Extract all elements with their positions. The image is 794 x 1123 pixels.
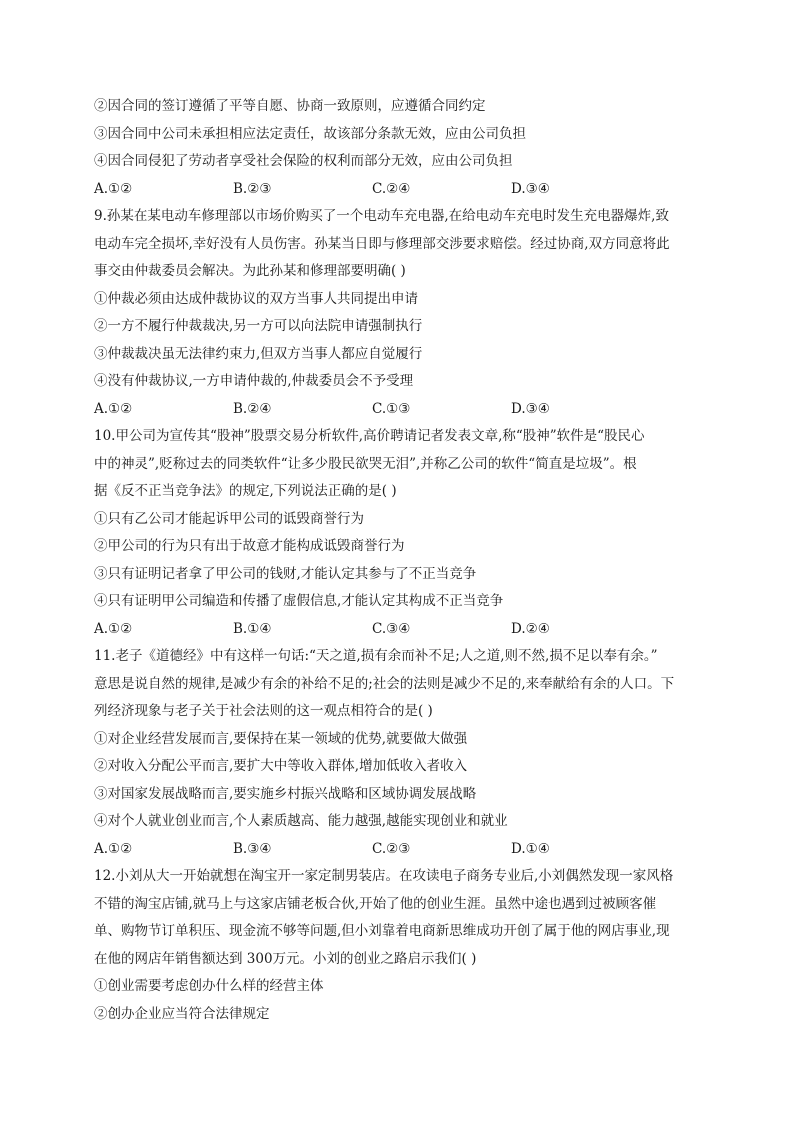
question-stem: 中的神灵”,贬称过去的同类软件“让多少股民欲哭无泪”,并称乙公司的软件“简直是垃圾”。根 bbox=[94, 455, 637, 472]
question-stem: 不错的淘宝店铺,就马上与这家店铺老板合伙,开始了他的创业生涯。虽然中途也遇到过被顾客催 bbox=[94, 895, 657, 912]
option: ③对国家发展战略而言,要实施乡村振兴战略和区域协调发展战略 bbox=[94, 785, 477, 802]
question-stem: 在他的网店年销售额达到 300万元。小刘的创业之路启示我们( ) bbox=[94, 950, 477, 967]
question-stem: 9.孙某在某电动车修理部以市场价购买了一个电动车充电器,在给电动车充电时发生充电器爆炸,致 bbox=[94, 208, 669, 224]
question-stem: 据《反不正当竞争法》的规定,下列说法正确的是( ) bbox=[94, 483, 397, 499]
question-stem: 10.甲公司为宣传其“股神”股票交易分析软件,高价聘请记者发表文章,称“股神”软件是“股民心 bbox=[94, 428, 645, 444]
option: ③因合同中公司未承担相应法定责任，故该部分条款无效，应由公司负担 bbox=[94, 125, 526, 142]
option: ②创办企业应当符合法律规定 bbox=[94, 1005, 270, 1022]
question-10 bbox=[94, 423, 702, 643]
option: ②一方不履行仲裁裁决,另一方可以向法院申请强制执行 bbox=[94, 318, 423, 334]
choice-c: C.①③ bbox=[372, 400, 411, 417]
question-11 bbox=[94, 643, 702, 863]
question-stem: 11.老子《道德经》中有这样一句话:“天之道,损有余而补不足;人之道,则不然,损不足以奉有余。” bbox=[94, 648, 658, 664]
option: ④没有仲裁协议,一方申请仲裁的,仲裁委员会不予受理 bbox=[94, 373, 414, 389]
question-stem: 列经济现象与老子关于社会法则的这一观点相符合的是( ) bbox=[94, 703, 433, 719]
option: ④对个人就业创业而言,个人素质越高、能力越强,越能实现创业和就业 bbox=[94, 813, 508, 829]
question-stem: 电动车完全损坏,幸好没有人员伤害。孙某当日即与修理部交涉要求赔偿。经过协商,双方同意将此 bbox=[94, 235, 670, 252]
answer-choices bbox=[94, 616, 702, 644]
choice-a: A.①② bbox=[94, 620, 133, 637]
choice-d: D.③④ bbox=[511, 400, 550, 417]
option: ①创业需要考虑创办什么样的经营主体 bbox=[94, 978, 324, 994]
choice-b: B.②③ bbox=[233, 180, 272, 197]
choice-b: B.①④ bbox=[233, 620, 272, 637]
option: ②对收入分配公平而言,要扩大中等收入群体,增加低收入者收入 bbox=[94, 758, 468, 774]
choice-c: C.②③ bbox=[372, 840, 411, 857]
choice-a: A.①② bbox=[94, 840, 133, 857]
choice-d: D.①④ bbox=[511, 840, 550, 857]
choice-b: B.②④ bbox=[233, 400, 272, 417]
choice-c: C.③④ bbox=[372, 620, 411, 637]
choice-c: C.②④ bbox=[372, 180, 411, 197]
question-stem: 单、购物节订单积压、现金流不够等问题,但小刘靠着电商新思维成功开创了属于他的网店事业,现 bbox=[94, 923, 670, 939]
answer-choices bbox=[94, 176, 702, 204]
question-8-tail bbox=[94, 93, 702, 203]
choice-a: A.①② bbox=[94, 400, 133, 417]
option: ②因合同的签订遵循了平等自愿、协商一致原则，应遵循合同约定 bbox=[94, 98, 486, 114]
option: ④只有证明甲公司编造和传播了虚假信息,才能认定其构成不正当竞争 bbox=[94, 593, 504, 609]
option: ④因合同侵犯了劳动者享受社会保险的权利而部分无效，应由公司负担 bbox=[94, 153, 513, 169]
option: ①对企业经营发展而言,要保持在某一领域的优势,就要做大做强 bbox=[94, 730, 468, 747]
choice-d: D.②④ bbox=[511, 620, 550, 637]
exam-page bbox=[94, 93, 702, 1028]
answer-choices bbox=[94, 836, 702, 864]
option: ③只有证明记者拿了甲公司的钱财,才能认定其参与了不正当竞争 bbox=[94, 565, 477, 582]
option: ③仲裁裁决虽无法律约束力,但双方当事人都应自觉履行 bbox=[94, 345, 423, 362]
question-stem: 12.小刘从大一开始就想在淘宝开一家定制男装店。在攻读电子商务专业后,小刘偶然发现一家风格 bbox=[94, 868, 674, 884]
question-stem: 意思是说自然的规律,是减少有余的补给不足的;社会的法则是减少不足的,来奉献给有余的人口。下 bbox=[94, 675, 675, 692]
option: ②甲公司的行为只有出于故意才能构成诋毁商誉行为 bbox=[94, 538, 405, 554]
question-9 bbox=[94, 203, 702, 423]
option: ①仲裁必须由达成仲裁协议的双方当事人共同提出申请 bbox=[94, 290, 418, 307]
choice-b: B.③④ bbox=[233, 840, 272, 857]
question-stem: 事交由仲裁委员会解决。为此孙某和修理部要明确( ) bbox=[94, 263, 406, 279]
choice-d: D.③④ bbox=[511, 180, 550, 197]
choice-a: A.①② bbox=[94, 180, 133, 197]
question-12 bbox=[94, 863, 702, 1028]
option: ①只有乙公司才能起诉甲公司的诋毁商誉行为 bbox=[94, 510, 364, 527]
answer-choices bbox=[94, 396, 702, 424]
